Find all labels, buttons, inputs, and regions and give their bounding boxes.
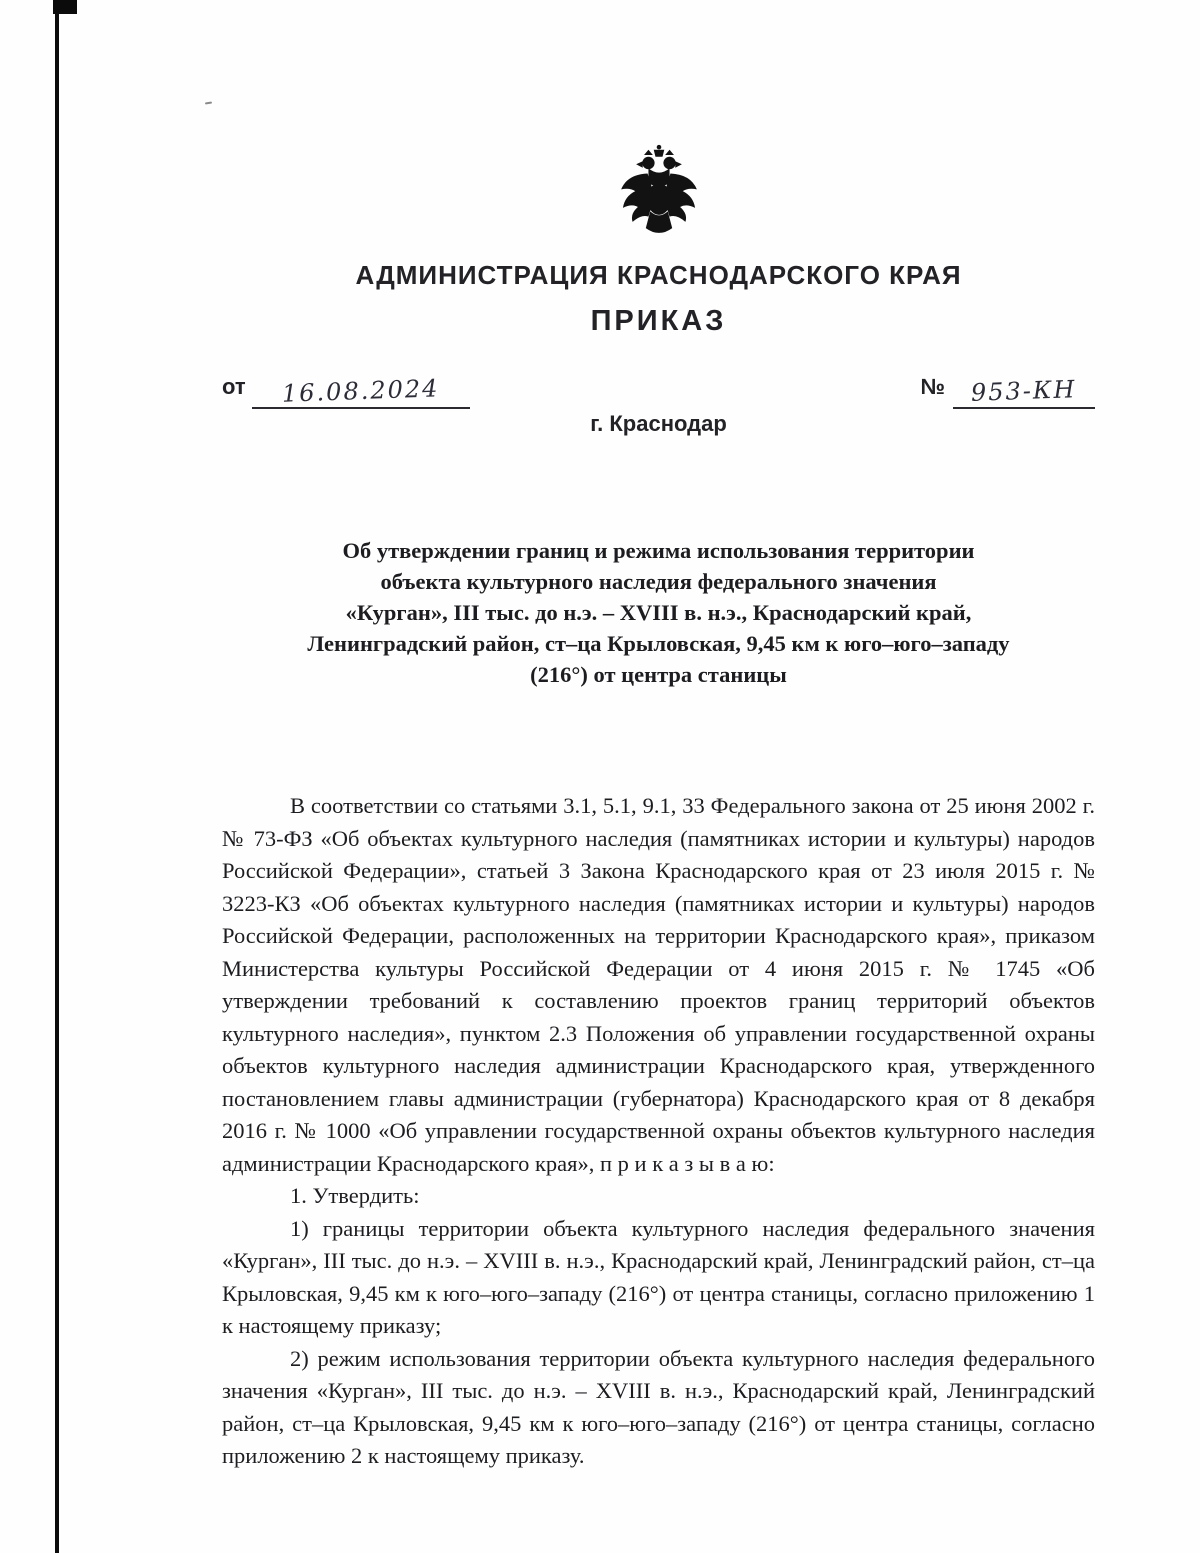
title-line: «Курган», III тыс. до н.э. – XVIII в. н.э., Краснодарский край,	[345, 600, 972, 625]
scan-artifact-speck	[205, 102, 212, 105]
meta-row	[222, 374, 1095, 409]
org-name: АДМИНИСТРАЦИЯ КРАСНОДАРСКОГО КРАЯ	[355, 260, 962, 290]
city-line: г. Краснодар	[590, 411, 727, 436]
title-line: объекта культурного наследия федерального значения	[380, 569, 937, 594]
date-group	[222, 374, 470, 409]
coat-of-arms-icon	[615, 142, 703, 242]
body-paragraph-item-2: 2) режим использования территории объекта культурного наследия федерального значения «Курган», III тыс. до н.э. – XVIII в. н.э., Краснодарский край, Ленинградский район, ст–ца Крыловская, 9,45 км к юго–юго–западу (216°) от центра станицы, согласно приложению 2 к настоящему приказу.	[222, 1345, 1095, 1468]
body-paragraph-approve: 1. Утвердить:	[290, 1183, 420, 1208]
document-body	[222, 790, 1095, 1473]
body-paragraph-item-1: 1) границы территории объекта культурного наследия федерального значения «Курган», III тыс. до н.э. – XVIII в. н.э., Краснодарский край, Ленинградский район, ст–ца Крыловская, 9,45 км к юго–юго–западу (216°) от центра станицы, согласно приложению 1 к настоящему приказу;	[222, 1215, 1095, 1338]
title-line: Ленинградский район, ст–ца Крыловская, 9,45 км к юго–юго–западу	[307, 631, 1010, 656]
body-paragraph-preamble: В соответствии со статьями 3.1, 5.1, 9.1, 33 Федерального закона от 25 июня 2002 г. № 73-ФЗ «Об объектах культурного наследия (памятниках истории и культуры) народов Российской Федерации», статьей 3 Закона Краснодарского края от 23 июля 2015 г. № 3223-КЗ «Об объектах культурного наследия (памятниках истории и культуры) народов Российской Федерации, расположенных на территории Краснодарского края», приказом Министерства культуры Российской Федерации от 4 июня 2015 г. № 1745 «Об утверждении требований к составлению проектов границ территорий объектов культурного наследия», пунктом 2.3 Положения об управлении государственной охраны объектов культурного наследия администрации Краснодарского края, утвержденного постановлением главы администрации (губернатора) Краснодарского края от 8 декабря 2016 г. № 1000 «Об управлении государственной охраны объектов культурного наследия администрации Краснодарского края», п р и к а з ы в а ю:	[222, 793, 1095, 1176]
scan-artifact-vertical-line	[55, 0, 59, 1553]
scan-artifact-corner-block	[53, 0, 77, 14]
number-underline	[953, 377, 1095, 409]
document-content	[222, 0, 1095, 1473]
document-title	[222, 535, 1095, 690]
number-group	[920, 374, 1095, 409]
date-underline	[252, 374, 470, 409]
number-value-handwritten: 953-КН	[970, 375, 1078, 407]
date-label: от	[222, 374, 246, 399]
date-value-handwritten: 16.08.2024	[281, 374, 440, 408]
title-line: (216°) от центра станицы	[530, 662, 787, 687]
doc-type-title: ПРИКАЗ	[590, 305, 727, 337]
title-line: Об утверждении границ и режима использования территории	[342, 538, 975, 563]
number-label: №	[920, 374, 945, 399]
